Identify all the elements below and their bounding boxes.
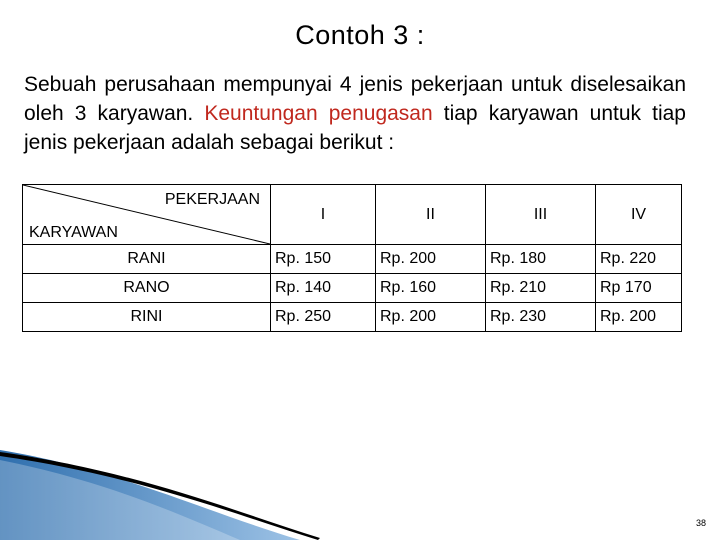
table-cell: Rp. 180 bbox=[486, 245, 596, 274]
corner-header-cell bbox=[23, 185, 271, 245]
corner-label-pekerjaan: PEKERJAAN bbox=[164, 191, 260, 208]
corner-label-karyawan: KARYAWAN bbox=[29, 224, 118, 241]
column-header: IV bbox=[596, 185, 682, 245]
table-cell: Rp. 250 bbox=[271, 303, 376, 332]
table-cell: Rp. 220 bbox=[596, 245, 682, 274]
footer-wave-decoration bbox=[0, 450, 720, 540]
slide-title: Contoh 3 : bbox=[295, 20, 425, 50]
table-cell: Rp. 200 bbox=[376, 303, 486, 332]
table-cell: Rp. 230 bbox=[486, 303, 596, 332]
table-cell: Rp. 150 bbox=[271, 245, 376, 274]
page-number: 38 bbox=[695, 518, 706, 528]
paragraph-text-1: Sebuah perusahaan mempunyai 4 jenis pekerjaan untuk diselesaikan oleh 3 karyawan. bbox=[24, 73, 686, 125]
table-cell: Rp. 140 bbox=[271, 274, 376, 303]
row-label: RINI bbox=[23, 303, 271, 332]
paragraph-highlight: Keuntungan penugasan bbox=[204, 102, 433, 125]
column-header: III bbox=[486, 185, 596, 245]
table-row bbox=[23, 245, 682, 274]
profit-table bbox=[22, 184, 682, 332]
row-label: RANI bbox=[23, 245, 271, 274]
row-label: RANO bbox=[23, 274, 271, 303]
paragraph-text-2: tiap karyawan untuk tiap jenis pekerjaan adalah sebagai berikut : bbox=[24, 102, 686, 154]
table-row bbox=[23, 303, 682, 332]
table-header-row bbox=[23, 185, 682, 245]
problem-paragraph bbox=[24, 70, 686, 157]
table-cell: Rp. 160 bbox=[376, 274, 486, 303]
table-cell: Rp. 200 bbox=[376, 245, 486, 274]
column-header: II bbox=[376, 185, 486, 245]
table-cell: Rp. 200 bbox=[596, 303, 682, 332]
table-cell: Rp. 210 bbox=[486, 274, 596, 303]
column-header: I bbox=[271, 185, 376, 245]
table-row bbox=[23, 274, 682, 303]
table-cell: Rp 170 bbox=[596, 274, 682, 303]
